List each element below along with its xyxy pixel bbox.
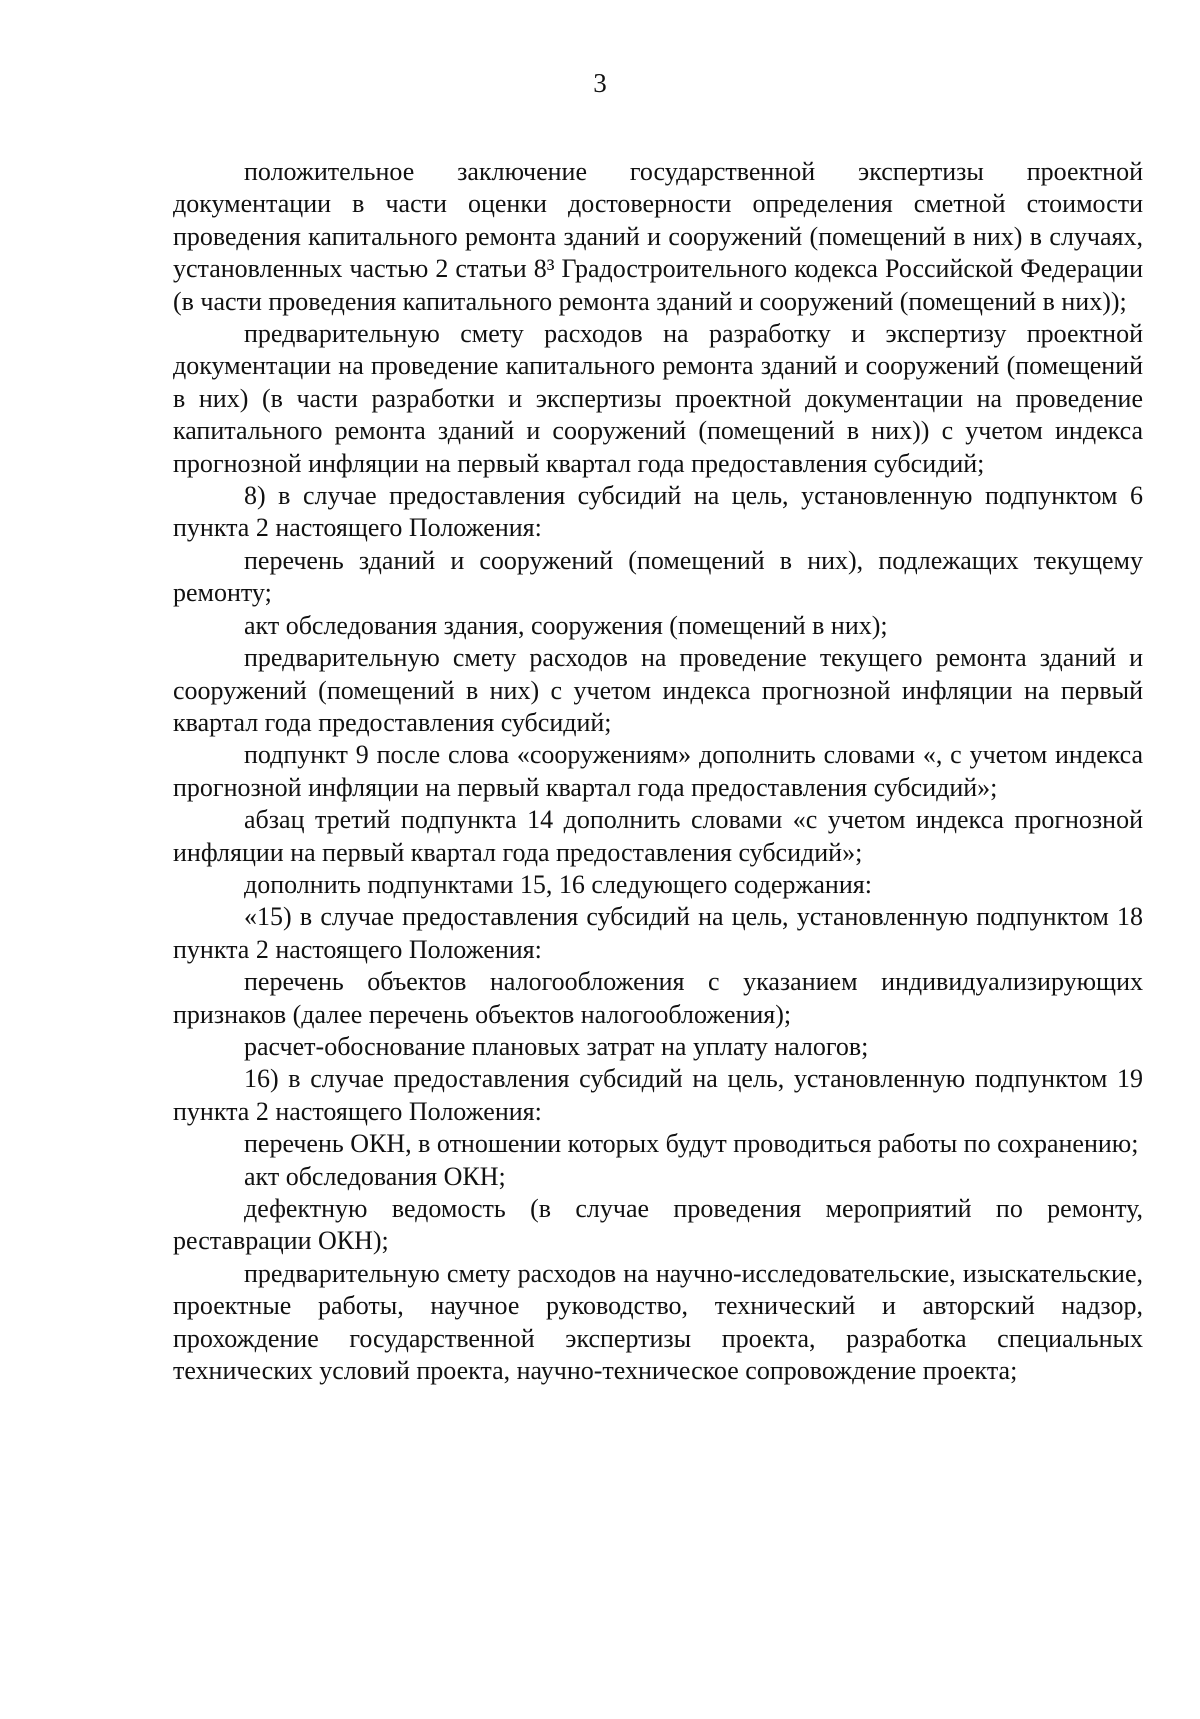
paragraph-item-8: 8) в случае предоставления субсидий на цель, установленную подпунктом 6 пункта 2 настоящего Положения: — [173, 481, 1143, 543]
paragraph-tax-objects-list: перечень объектов налогообложения с указанием индивидуализирующих признаков (далее перечень объектов налогообложения); — [173, 967, 1143, 1029]
paragraph-item-16: 16) в случае предоставления субсидий на цель, установленную подпунктом 19 пункта 2 настоящего Положения: — [173, 1064, 1143, 1126]
document-body — [173, 156, 1143, 1387]
paragraph-preliminary-estimate-design: предварительную смету расходов на разработку и экспертизу проектной документации на проведение капитального ремонта зданий и сооружений (помещений в них) (в части разработки и экспертизы проектной документации на проведение капитального ремонта зданий и сооружений (помещений в них)) с учетом индекса прогнозной инфляции на первый квартал года предоставления субсидий; — [173, 319, 1143, 478]
paragraph-preliminary-estimate-repair: предварительную смету расходов на проведение текущего ремонта зданий и сооружений (помещений в них) с учетом индекса прогнозной инфляции на первый квартал года предоставления субсидий; — [173, 643, 1143, 737]
paragraph-okn-list: перечень ОКН, в отношении которых будут проводиться работы по сохранению; — [244, 1129, 1139, 1159]
paragraph-subitem-14-amendment: абзац третий подпункта 14 дополнить словами «с учетом индекса прогнозной инфляции на первый квартал года предоставления субсидий»; — [173, 805, 1143, 867]
paragraph-preliminary-estimate-research: предварительную смету расходов на научно-исследовательские, изыскательские, проектные работы, научное руководство, технический и авторский надзор, прохождение государственной экспертизы проекта, разработка специальных технических условий проекта, научно-техническое сопровождение проекта; — [173, 1258, 1143, 1386]
paragraph-inspection-act: акт обследования здания, сооружения (помещений в них); — [244, 610, 888, 640]
paragraph-item-15: «15) в случае предоставления субсидий на цель, установленную подпунктом 18 пункта 2 настоящего Положения: — [173, 902, 1143, 964]
paragraph-defect-statement: дефектную ведомость (в случае проведения мероприятий по ремонту, реставрации ОКН); — [173, 1194, 1143, 1256]
paragraph-tax-calculation: расчет-обоснование плановых затрат на уплату налогов; — [244, 1031, 869, 1061]
paragraph-expertise-conclusion: положительное заключение государственной экспертизы проектной документации в части оценки достоверности определения сметной стоимости проведения капитального ремонта зданий и сооружений (помещений в них) в случаях, установленных частью 2 статьи 8³ Градостроительного кодекса Российской Федерации (в части проведения капитального ремонта зданий и сооружений (помещений в них)); — [173, 157, 1143, 316]
paragraph-add-subitems: дополнить подпунктами 15, 16 следующего содержания: — [244, 869, 872, 899]
paragraph-subitem-9-amendment: подпункт 9 после слова «сооружениям» дополнить словами «, с учетом индекса прогнозной инфляции на первый квартал года предоставления субсидий»; — [173, 740, 1143, 802]
paragraph-buildings-list: перечень зданий и сооружений (помещений в них), подлежащих текущему ремонту; — [173, 545, 1143, 608]
paragraph-okn-inspection-act: акт обследования ОКН; — [244, 1161, 506, 1191]
page-number: 3 — [593, 68, 607, 98]
